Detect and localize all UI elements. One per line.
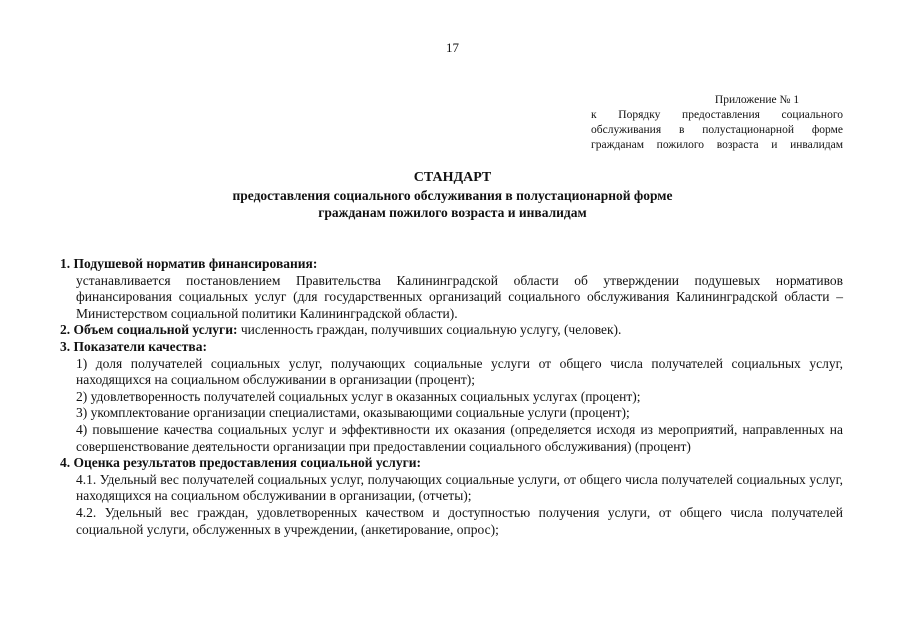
document-subtitle xyxy=(0,187,905,221)
page-number: 17 xyxy=(446,40,459,55)
section-3-item-2: 2) удовлетворенность получателей социальных услуг в оказанных социальных услугах (процент); xyxy=(76,388,641,404)
section-1-text: устанавливается постановлением Правительства Калининградской области об утверждении подушевых нормативов финансирования социальных услуг (для государственных организаций социального обслуживания Калининградской области – Министерством социальной политики Калининградской области). xyxy=(76,272,843,321)
section-2 xyxy=(60,322,843,339)
appendix-line-1: к Порядку предоставления социального xyxy=(591,109,843,121)
section-3-item-4: 4) повышение качества социальных услуг и эффективности их оказания (определяется исходя из мероприятий, направленных на совершенствование деятельности организации при предоставлении социального обслуживания) (процент) xyxy=(76,421,843,454)
document-title: СТАНДАРТ xyxy=(413,170,492,185)
section-2-text: численность граждан, получивших социальную услугу, (человек). xyxy=(237,322,622,338)
section-3-item-3: 3) укомплектование организации специалистами, оказывающими социальные услуги (процент); xyxy=(76,405,630,421)
section-4-item-2: 4.2. Удельный вес граждан, удовлетворенных качеством и доступностью получения услуги, от общего числа получателей социальной услуги, обслуженных в учреждении, (анкетирование, опрос); xyxy=(76,504,843,537)
section-1-heading: 1. Подушевой норматив финансирования: xyxy=(60,256,318,271)
appendix-line-3: гражданам пожилого возраста и инвалидам xyxy=(591,139,843,151)
appendix-title: Приложение № 1 xyxy=(714,94,800,106)
appendix-line-2: обслуживания в полустационарной форме xyxy=(591,124,843,136)
section-3-item-1: 1) доля получателей социальных услуг, получающих социальные услуги от общего числа получателей социальных услуг, находящихся на социальном обслуживании в организации (процент); xyxy=(76,355,843,388)
document-body xyxy=(60,256,843,538)
document-subtitle-line-1: предоставления социального обслуживания в полустационарной форме xyxy=(232,188,673,203)
section-4-heading: 4. Оценка результатов предоставления социальной услуги: xyxy=(60,455,421,471)
appendix-block xyxy=(591,93,843,153)
section-3-heading: 3. Показатели качества: xyxy=(60,338,207,354)
document-subtitle-line-2: гражданам пожилого возраста и инвалидам xyxy=(318,205,587,220)
section-4-item-1: 4.1. Удельный вес получателей социальных услуг, получающих социальные услуги, от общего числа получателей социальных услуг, находящихся на социальном обслуживании в организации, (отчеты); xyxy=(76,471,843,504)
section-2-heading: 2. Объем социальной услуги: xyxy=(60,322,238,338)
